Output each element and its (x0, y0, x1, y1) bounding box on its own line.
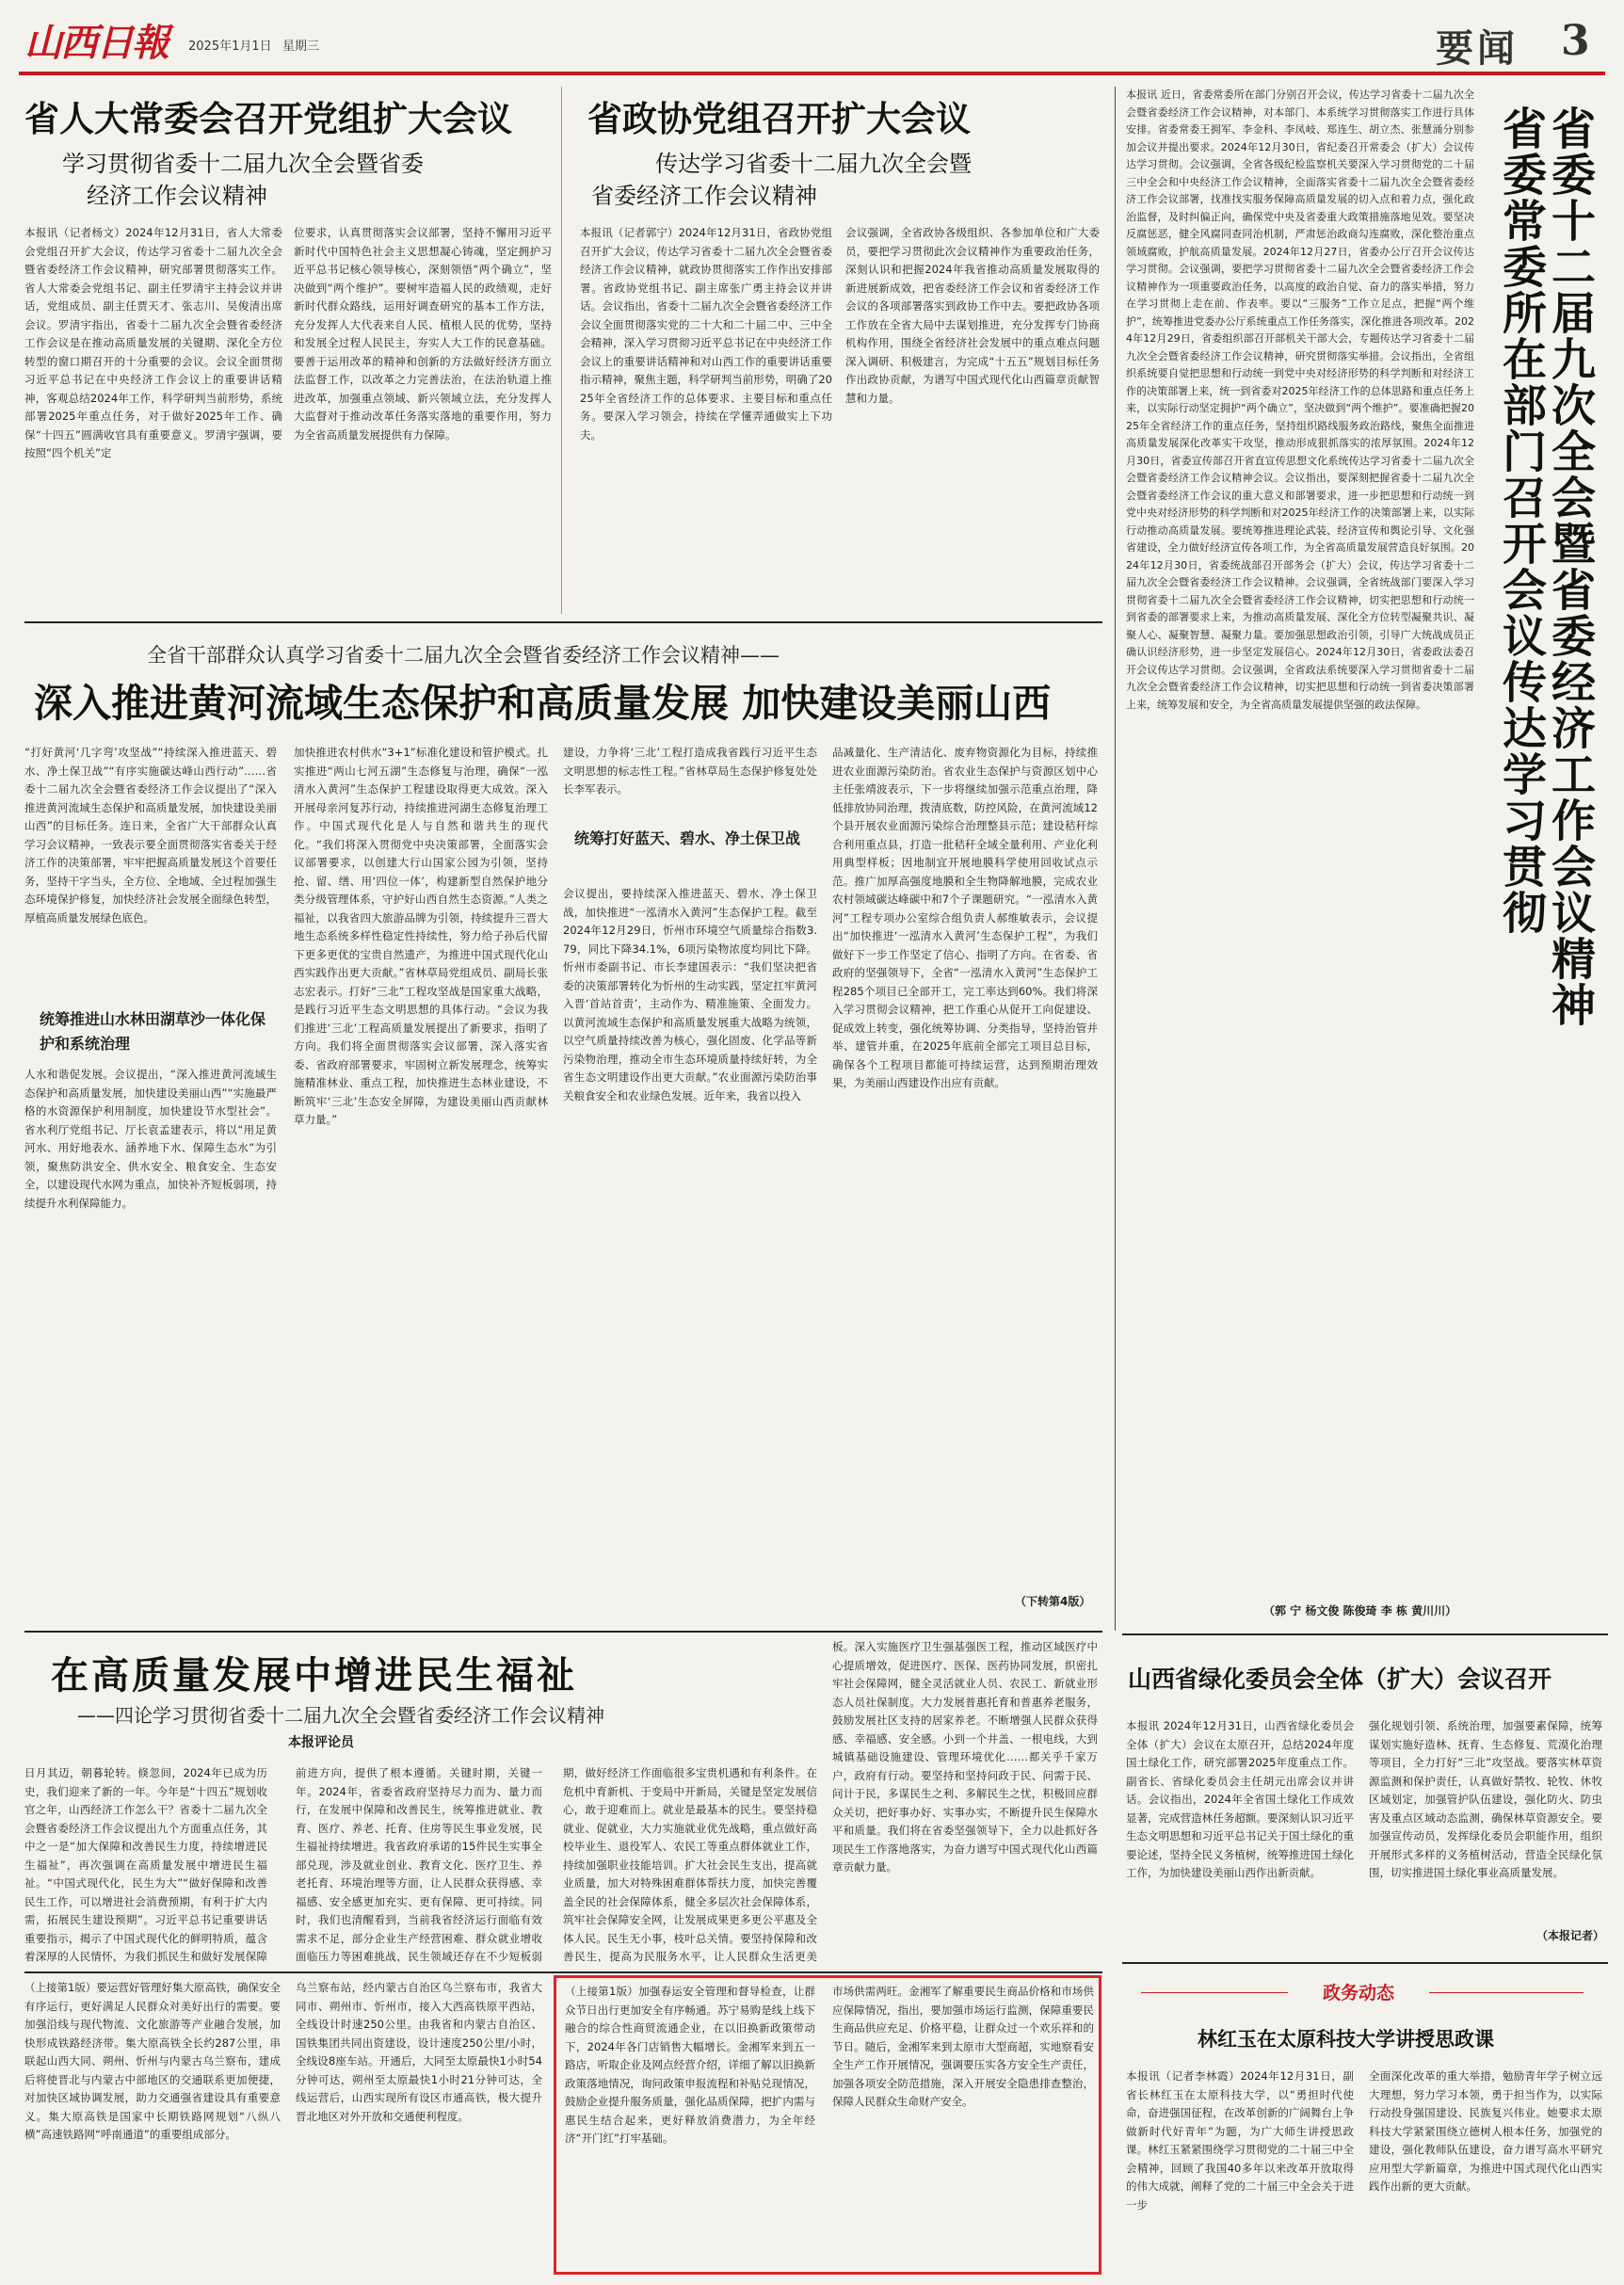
article-body: 强化规划引领、系统治理，加强要素保障，统筹谋划实施好造林、抚育、生态修复、荒漠化治理等项目，全力打好“三北”攻坚战。要落实林草资源监测和保护责任，认真做好禁牧、轮牧、休牧区域划定，加强管护队伍建设，强化防火、防虫害及重点区域动态监测，确保林草资源安全。要加强宣传动员，发挥绿化委员会职能作用，组织开展形式多样的义务植树活动，营造全民绿化氛围，切实推进国土绿化事业高质量发展。 (1369, 1719, 1602, 1879)
article-body: 本报讯（记者郭宁）2024年12月31日，省政协党组召开扩大会议，传达学习省委十二届九次全会暨省委经济工作会议精神，就政协贯彻落实工作作出安排部署。省政协党组书记、副主席张广勇主持会议并讲话。会议指出，省委十二届九次全会暨省委经济工作会议全面贯彻落实党的二十大和二十届二中、三中全会精神，深入学习贯彻习近平总书记在中央经济工作会议上的重要讲话精神和对山西工作的重要讲话重要指示精神，聚焦主题，科学研判当前形势，明确了2025年全省经济工作的总体要求、主要目标和重点任务。要深入学习领会，持续在学懂弄通做实上下功夫。 (580, 226, 832, 442)
horizontal-rule (24, 1971, 1102, 1973)
article-subtitle: 传达学习省委十二届九次全会暨 (655, 151, 972, 177)
column-divider (1115, 87, 1116, 1631)
newspaper-logo: 山西日報 (24, 21, 168, 65)
article-title: 深入推进黄河流域生态保护和高质量发展 加快建设美丽山西 (34, 681, 1052, 726)
article-subtitle: ——四论学习贯彻省委十二届九次全会暨省委经济工作会议精神 (77, 1704, 604, 1727)
article-changwei (1122, 83, 1608, 1627)
article-body: 人水和谐促发展。会议提出，“深入推进黄河流域生态保护和高质量发展，加快建设美丽山西”“实施最严格的水资源保护利用制度，加快建设节水型社会”。省水利厅党组书记、厅长袁孟建表示，将以“用足黄河水、用好地表水、涵养地下水、保障生态水”为引领，聚焦防洪安全、供水安全、粮食安全、生态安全，以建设现代水网为重点，加快补齐短板弱项，持续提升水利保障能力。 (24, 1068, 277, 1210)
article-editorial (24, 1638, 1103, 1968)
article-title: 山西省绿化委员会全体（扩大）会议召开 (1128, 1665, 1552, 1693)
article-body: 会议提出，要持续深入推进蓝天、碧水、净土保卫战，加快推进“一泓清水入黄河”生态保护工程。截至2024年12月29日，忻州市环境空气质量综合指数3.79，同比下降34.1%，6项污染物浓度均同比下降。忻州市委副书记、市长李建国表示：“我们坚决把省委的决策部署转化为忻州的生动实践，坚定扛牢黄河入晋‘首站首责’，主动作为、精准施策、全面发力。以黄河流域生态保护和高质量发展重大战略为统领，以空气质量持续改善为核心，强化固废、化学品等新污染物治理，推动全市生态环境质量持续好转，为全省生态文明建设作出更大贡献。”农业面源污染防治事关粮食安全和农业绿色发展。近年来，我省以投入 (563, 887, 817, 1102)
article-body: “打好黄河‘几字弯’攻坚战”“持续深入推进蓝天、碧水、净土保卫战”“有序实施碳达峰山西行动”……省委十二届九次全会暨省委经济工作会议提出了“深入推进黄河流域生态保护和高质量发展，加快建设美丽山西”的目标任务。连日来，全省广大干部群众认真学习会议精神，一致表示要全面贯彻落实省委关于经济工作的决策部署，牢牢把握高质量发展这个首要任务，坚持干字当头，全方位、全地域、全过程加强生态环境保护修复，加快经济社会发展全面绿色转型，厚植高质量发展绿色底色。 (24, 746, 277, 925)
article-body: 本报讯 2024年12月31日，山西省绿化委员会全体（扩大）会议在太原召开，总结2024年度国土绿化工作，研究部署2025年度重点工作。副省长、省绿化委员会主任胡元出席会议并讲话。会议指出，2024年全省国土绿化工作成效显著，完成营造林任务超额。要深刻认识习近平生态文明思想和习近平总书记关于国土绿化的重要论述，坚持全民义务植树，统筹推进国土绿化工作，为加快建设美丽山西作出新贡献。 (1126, 1719, 1354, 1879)
article-body: 本报讯（记者李林霞）2024年12月31日，副省长林红玉在太原科技大学，以“勇担时代使命，奋进强国征程，在改革创新的广阔舞台上争做新时代好青年”为题，为广大师生讲授思政课。林红玉紧紧围绕学习贯彻党的二十届三中全会精神，回顾了我国40多年以来改革开放取得的伟大成就，阐释了党的二十届三中全会关于进一步 (1126, 2069, 1354, 2212)
article-brief (1122, 1970, 1608, 2280)
issue-date: 2025年1月1日 (188, 40, 272, 54)
continued-note: （下转第4版） (1015, 1595, 1091, 1608)
article-title: 省政协党组召开扩大会议 (587, 98, 971, 139)
article-huanghe (24, 629, 1103, 1693)
article-title: 在高质量发展中增进民生福祉 (51, 1653, 577, 1698)
article-body: 市场供需两旺。金湘军了解重要民生商品价格和市场供应保障情况，指出，要加强市场运行监测，保障重要民生商品供应充足、价格平稳，让群众过一个欢乐祥和的节日。随后，金湘军来到太原市大型商超，实地察看安全生产工作开展情况，强调要压实各方安全生产责任，加强各项安全防范措施，深入开展安全隐患排查整治，保障人民群众生命财产安全。 (832, 1985, 1094, 2108)
article-subtitle: 学习贯彻省委十二届九次全会暨省委 (62, 151, 424, 177)
horizontal-rule (1122, 1633, 1608, 1635)
article-title: 省人大常委会召开党组扩大会议 (24, 98, 512, 139)
article-body: 日月其迈，朝暮轮转。倏忽间，2024年已成为历史，我们迎来了新的一年。今年是“十四五”规划收官之年，山西经济工作怎么干？省委十二届九次全会暨省委经济工作会议提出九个方面重点任务，其中之一是“加大保障和改善民生力度，持续增进民生福祉”，再次强调在高质量发展中增进民生福祉。“中国式现代化，民生为大”“做好保障和改善民生工作，可以增进社会消费预期，有利于扩大内需，拓展民生建设预期”。习近平总书记重要讲话重要指示，揭示了中国式现代化的鲜明特质，蕴含着深厚的人民情怀，为我们抓民生和做好发展保障 (24, 1766, 267, 1962)
horizontal-rule (1122, 1962, 1608, 1964)
article-body: 板。深入实施医疗卫生强基强医工程，推动区域医疗中心提质增效，促进医疗、医保、医药协同发展，织密扎牢社会保障网，健全灵活就业人员、农民工、新就业形态人员社保制度。大力发展普惠托育和普惠养老服务，鼓励发展社区支持的居家养老。不断增强人民群众获得感、幸福感、安全感。小到一个井盖、一根电线，大到城镇基础设施建设、管理环境优化……都关乎千家万户，政府有行动。要坚持和坚持问政于民、问需于民、问计于民，多谋民生之利、多解民生之忧，积极回应群众关切，把好事办好、实事办实，不断提升民生保障水平和质量。我们将在省委坚强领导下，全力以赴抓好各项民生工作落地落实，为奋力谱写中国式现代化山西篇章贡献力量。 (832, 1640, 1098, 1874)
horizontal-rule (24, 1631, 1102, 1633)
brief-banner (1288, 1979, 1429, 2007)
masthead-rule-red (19, 72, 1605, 75)
article-body: 乌兰察布站，经内蒙古自治区乌兰察布市，我省大同市、朔州市、忻州市，接入大西高铁原平西站，全线设计时速250公里。由我省和内蒙古自治区、国铁集团共同出资建设，设计速度250公里/小时，全线设8座车站。开通后，大同至太原最快1小时54分钟可达，朔州至太原最快1小时21分钟可达，全线运营后，山西实现所有设区市通高铁，极大提升晋北地区对外开放和交通便利程度。 (296, 1981, 542, 2123)
article-body: 加快推进农村供水“3+1”标准化建设和管护模式。扎实推进“两山七河五湖”生态修复与治理，确保“一泓清水入黄河”生态保护工程建设取得更大成效。深入开展母亲河复苏行动，持续推进河湖生态修复治理工作。中国式现代化是人与自然和谐共生的现代化。“我们将深入贯彻党中央决策部署，全面落实会议部署要求，以创建大行山国家公园为引领，坚持抢、留、缮、用‘四位一体’，构建新型自然保护地分类分级管理体系，守护好山西自然生态资源。”人类之福祉，以我省四大旅游品牌为引领，持续提升三晋大地生态系统多样性稳定性持续性，努力给子孙后代留下更多更优的宝贵自然遗产，为推进中国式现代化山西实践作出更大贡献。”省林草局党组成员、副局长张志宏表示。打好“三北”工程攻坚战是国家重大战略，是践行习近平生态文明思想的具体行动。“会议为我们推进‘三北’工程高质量发展提出了新要求，指明了方向。我们将全面贯彻落实会议部署，深入落实省委、省政府部署要求，牢固树立新发展理念，统筹实施精准林业、重点工程，加快推进生态林业建设，不断筑牢‘三北’生态安全屏障，为建设美丽山西贡献林草力量。” (294, 746, 548, 1126)
article-subtitle: 省委经济工作会议精神 (591, 183, 817, 209)
article-kicker: 全省干部群众认真学习省委十二届九次全会暨省委经济工作会议精神—— (147, 644, 780, 667)
article-body: （上接第1版）要运营好管理好集大原高铁，确保安全有序运行，更好满足人民群众对美好出行的需要。要加强沿线与现代物流、文化旅游等产业融合发展，加快形成铁路经济带。集大原高铁全长约287公里，串联起山西大同、朔州、忻州与内蒙古乌兰察布，建成后将使晋北与内蒙古中部地区的交通联系更加便捷，对加快区域协调发展，助力交通强省建设具有重要意义。集大原高铁是国家中长期铁路网规划“八纵八横”高速铁路网“呼南通道”的重要组成部分。 (24, 1981, 281, 2141)
column-divider (561, 87, 562, 614)
article-lvhua (1122, 1642, 1608, 1953)
article-body: 期，做好经济工作面临很多宝贵机遇和有利条件。在危机中育新机、于变局中开新局，关键是坚定发展信心，敢于迎难而上。就业是最基本的民生。要坚持稳就业、促就业，大力实施就业优先战略，重点做好高校毕业生、退役军人、农民工等重点群体就业工作，持续加强职业技能培训。扩大社会民生支出，提高就业质量，加大对特殊困难群体帮扶力度，加快完善覆盖全民的社会保障体系，健全多层次社会保障体系，筑牢社会保障安全网，让发展成果更多更公平惠及全体人民。民生无小事，枝叶总关情。要坚持保障和改善民生，提高为民服务水平，让人民群众生活更美 (563, 1766, 817, 1962)
article-body: 本报讯（记者杨文）2024年12月31日，省人大常委会党组召开扩大会议，传达学习省委十二届九次全会暨省委经济工作会议精神，研究部署贯彻落实工作。省人大常委会党组书记、副主任罗清宇主持会议并讲话，党组成员、副主任贾天才、张志川、吴俊清出席会议。罗清宇指出，省委十二届九次全会暨省委经济工作会议是在推动高质量发展的关键期、深化全方位转型的窗口期召开的十分重要的会议。会议全面贯彻习近平总书记在中央经济工作会议上的重要讲话精神，客观总结2024年工作，科学研判当前形势，系统部署2025年重点任务，对于做好2025年工作、确保“十四五”圆满收官具有重要意义。罗清宇强调，要按照“四个机关”定 (24, 226, 282, 459)
article-byline: （本报记者） (1536, 1929, 1605, 1942)
section-name: 要闻 (1436, 26, 1519, 71)
article-body: 会议强调，全省政协各级组织、各参加单位和广大委员，要把学习贯彻此次会议精神作为重要政治任务，深刻认识和把握2024年我省推动高质量发展取得的新进展新成效，把省委经济工作会议和省委经济工作会议的各项部署落实到政协工作中去。要把政协各项工作放在全省大局中去谋划推进，充分发挥专门协商机构作用，围绕全省经济社会发展中的重点难点问题深入调研、积极建言，为完成“十五五”规划目标任务作出政协贡献，为谱写中国式现代化山西篇章贡献智慧和力量。 (845, 226, 1100, 405)
section-subhead: 统筹推进山水林田湖草沙一体化保护和系统治理 (40, 1010, 266, 1053)
horizontal-rule (24, 621, 1102, 623)
section-subhead: 统筹打好蓝天、碧水、净土保卫战 (574, 829, 801, 847)
article-body: （上接第1版）加强春运安全管理和督导检查，让群众节日出行更加安全有序畅通。苏宁易购是线上线下融合的综合性商贸流通企业，在以旧换新政策带动下，2024年各门店销售大幅增长。金湘军来到五一路店，听取企业及网点经营介绍，详细了解以旧换新政策落地情况，询问政策申报流程和补贴兑现情况，鼓励企业提升服务质量，强化品质保障，把扩内需与惠民生结合起来，更好释放消费潜力，为全年经济“开门红”打牢基础。 (565, 1985, 815, 2145)
issue-weekday: 星期三 (282, 40, 320, 54)
brief-label: 政务动态 (1322, 1983, 1394, 2003)
article-body: 建设，力争将‘三北’工程打造成我省践行习近平生态文明思想的标志性工程。”省林草局生态保护修复处处长李军表示。 (563, 746, 817, 796)
article-body: 全面深化改革的重大举措，勉励青年学子树立远大理想，努力学习本领，勇于担当作为，以实际行动投身强国建设、民族复兴伟业。她要求太原科技大学紧紧围绕立德树人根本任务，加强党的建设，强化教师队伍建设，奋力谱写高水平研究应用型大学新篇章，为推进中国式现代化山西实践作出新的更大贡献。 (1369, 2069, 1602, 2193)
article-body: 位要求，认真贯彻落实会议部署，坚持不懈用习近平新时代中国特色社会主义思想凝心铸魂，坚定拥护习近平总书记核心领导核心，深刻领悟“两个确立”，坚决做到“两个维护”。要树牢造福人民的政绩观，走好新时代群众路线，运用好调查研究的基本工作方法，充分发挥人大代表来自人民、植根人民的优势，坚持和发展全过程人民民主，夯实人大工作的民意基础。要善于运用改革的精神和创新的方法做好经济方面立法监督工作，以改革之力完善法治，在法治轨道上推进改革，加强重点领域、新兴领域立法，充分发挥人大监督对于推动改革任务落实落地的重要作用，努力为全省高质量发展提供有力保障。 (294, 226, 552, 442)
article-title-vertical: 省委十二届九次全会暨省委经济工作会议精神 (1544, 105, 1596, 1028)
article-author: 本报评论员 (288, 1735, 354, 1750)
article-body: 前进方向，提供了根本遵循。关键时期，关键一年。2024年，省委省政府坚持尽力而为、量力而行，在发展中保障和改善民生，统筹推进就业、教育、医疗、养老、托育、住房等民生事业发展，民生福祉持续增进。我省政府承诺的15件民生实事全部兑现，涉及就业创业、教育文化、医疗卫生、养老托育、环境治理等方面，让人民群众获得感、幸福感、安全感更加充实、更有保障、更可持续。同时，我们也清醒看到，当前我省经济运行面临有效需求不足，部分企业生产经营困难、群众就业增收面临压力等困难挑战，民生领域还存在不少短板弱 (296, 1766, 542, 1962)
article-zhengxie (571, 83, 1101, 620)
article-title-vertical: 省委常委所在部门召开会议传达学习贯彻 (1495, 105, 1547, 936)
article-byline: （郭 宁 杨文俊 陈俊琦 李 栋 黄川川） (1263, 1604, 1457, 1617)
article-body: 本报讯 近日，省委常委所在部门分别召开会议，传达学习省委十二届九次全会暨省委经济工作会议精神，对本部门、本系统学习贯彻落实工作进行具体安排。省委常委王拥军、李金科、李凤岐、郑连生、胡立杰、张慧涌分别参加会议并提出要求。2024年12月30日，省纪委召开常委会（扩大）会议传达学习贯彻。会议强调，全省各级纪检监察机关要深入学习贯彻党的二十届三中全会和中央经济工作会议精神，全面落实省委十二届九次全会暨省委经济工作会议部署，找准找实服务保障高质量发展的切入点和着力点，强化政治监督，及时纠偏正向，确保党中央及省委重大政策措施落地见效。要坚决反腐惩恶，健全风腐同查同治机制，严肃惩治政商勾连腐败，深化整治重点领域腐败，护航高质量发展。2024年12月27日，省委办公厅召开会议传达学习贯彻。会议强调，要把学习贯彻省委十二届九次全会暨省委经济工作会议精神作为一项重要政治任务，以高度的政治自觉、奋力的落实举措，努力在学习贯彻上走在前、作表率。要以“三服务”工作立足点，把握“两个维护”，统筹推进党委办公厅系统重点工作任务落实，深化推进各项改革。2024年12月29日，省委组织部召开部机关干部大会，专题传达学习省委十二届九次全会暨省委经济工作会议精神，研究贯彻落实举措。会议指出，全省组织系统要自觉把思想和行动统一到党中央对经济形势的科学判断和对经济工作的决策部署上来，统一到省委对2025年经济工作的总体思路和重点任务上来，以实际行动坚定拥护“两个确立”，坚决做到“两个维护”。要准确把握2025年全省经济工作的重点任务，坚持组织路线服务政治路线，聚焦全面推进高质量发展深化改革实干攻坚，推动形成狠抓落实的浓厚氛围。2024年12月30日，省委宣传部召开省直宣传思想文化系统传达学习省委十二届九次全会暨省委经济工作会议精神会议。会议指出，要深刻把握省委十二届九次全会暨省委经济工作会议的重大意义和部署要求，进一步把思想和行动统一到党中央对经济形势的科学判断和对2025年经济工作的决策部署上来，以实际行动推动高质量发展。要统筹推进理论武装、经济宣传和舆论引导、文化强省建设，全力做好经济宣传各项工作，为全省高质量发展营造良好氛围。2024年12月30日，省委统战部召开部务会（扩大）会议，传达学习省委十二届九次全会暨省委经济工作会议精神。会议强调，全省统战部门要深入学习贯彻省委十二届九次全会暨省委经济工作会议精神，切实把思想和行动统一到省委的部署要求上来，为推动高质量发展、深化全方位转型凝聚共识、凝聚人心、凝聚智慧、凝聚力量。要加强思想政治引领，引导广大统战成员正确认识经济形势，进一步坚定发展信心。2024年12月30日，省委政法委召开会议传达学习贯彻。会议强调，全省政法系统要深入学习贯彻省委十二届九次全会暨省委经济工作会议精神，切实把思想和行动统一到省委决策部署上来，统筹发展和安全，为全省高质量发展提供坚强的政法保障。 (1126, 89, 1474, 711)
article-body: 品减量化、生产清洁化、废弃物资源化为目标，持续推进农业面源污染防治。省农业生态保护与资源区划中心主任张靖波表示，下一步将继续加强示范重点治理，降低排放协同治理，拨清底数，防控风险，在黄河流域12个县开展农业面源污染综合治理整县示范；建设秸秆综合利用重点县，打造一批秸秆全域全量利用、产业化利用典型样板；因地制宜开展地膜科学使用回收试点示范。推广加厚高强度地膜和全生物降解地膜，完成农业农村领域碳达峰碳中和7个子课题研究。“一泓清水入黄河”工程专项办公室综合组负责人郝维敏表示，会议提出“加快推进‘一泓清水入黄河’生态保护工程”，为我们做好下一步工作坚定了信心、指明了方向。在省委、省政府的坚强领导下，全省“一泓清水入黄河”生态保护工程285个项目已全部开工，完工率达到60%。我们将深入学习贯彻会议精神，把工作重心从促开工向促建设、促成效上转变，强化统筹协调、分类指导，坚持治管并举、建管并重，在2025年底前全部完工项目总目标，确保各个工程项目都能可持续运营，达到预期治理效果，为美丽山西建设作出应有贡献。 (832, 746, 1098, 1089)
page-number: 3 (1561, 17, 1590, 65)
article-renda (24, 83, 552, 620)
continued-from-page1 (24, 1979, 1103, 2280)
article-title: 林红玉在太原科技大学讲授思政课 (1198, 2027, 1494, 2051)
article-subtitle: 经济工作会议精神 (87, 183, 267, 209)
